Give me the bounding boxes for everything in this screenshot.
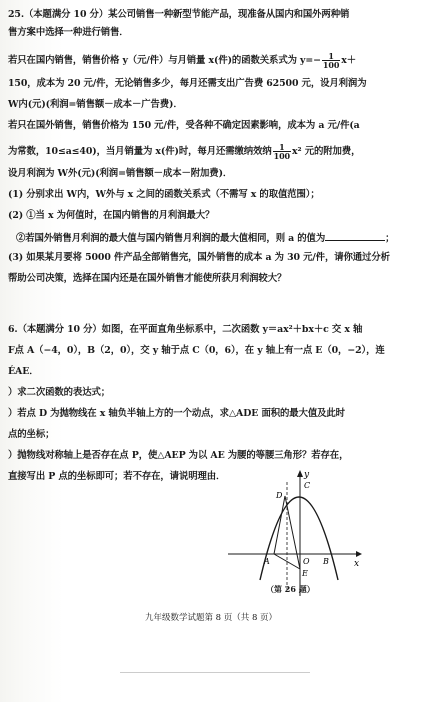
point-C-label: C xyxy=(304,481,311,490)
q25-line-10: (2) ①当 x 为何值时，在国内销售的月利润最大？ xyxy=(8,210,215,221)
q25-line-11 xyxy=(16,231,422,245)
parabola-figure xyxy=(226,468,366,600)
q25-line-1: 25.（本题满分 10 分）某公司销售一种新型节能产品，现准备从国内和国外两种销 xyxy=(8,9,350,20)
q25-line-9: (1) 分别求出 W内，W外与 x 之间的函数关系式（不需写 x 的取值范围）； xyxy=(8,189,320,200)
x-axis-arrow xyxy=(356,551,362,557)
bottom-divider xyxy=(120,672,310,673)
segment-AE xyxy=(274,554,300,569)
point-B-label: B xyxy=(323,557,329,566)
q26-line-5: ）若点 D 为抛物线在 x 轴负半轴上方的一个动点，求△ADE 面积的最大值及此时 xyxy=(8,408,345,419)
q25-line-7 xyxy=(8,143,418,160)
y-axis-arrow xyxy=(297,470,303,477)
q25-line-7-text-a: 为常数，10≤a≤40)，当月销量为 x(件)时，每月还需缴纳效纳 xyxy=(8,146,272,157)
q25-line-2: 售方案中选择一种进行销售． xyxy=(8,27,129,38)
q26-line-1: 6.（本题满分 10 分）如图，在平面直角坐标系中，二次函数 y＝ax²＋bx＋c 交 x 轴 xyxy=(8,324,363,335)
page-footer: 九年级数学试题第 8 页（共 8 页） xyxy=(144,613,278,623)
q26-line-7: ）抛物线对称轴上是否存在点 P，使△AEP 为以 AE 为腰的等腰三角形？若存在， xyxy=(8,450,349,461)
fraction-denominator: 100 xyxy=(273,151,291,161)
q25-line-7-text-b: x² 元的附加费， xyxy=(292,146,361,157)
q25-line-11-text: ②若国外销售月利润的最大值与国内销售月利润的最大值相同，则 a 的值为 xyxy=(16,233,326,244)
fraction-1-over-100 xyxy=(273,143,291,160)
q26-line-3: ÉAE． xyxy=(8,366,39,377)
q25-line-4: 150，成本为 20 元/件，无论销售多少，每月还需支出广告费 62500 元，设月利润为 xyxy=(8,78,367,89)
q25-line-11-end: ； xyxy=(385,233,395,244)
origin-label: O xyxy=(303,557,310,566)
q26-line-2: F点 A（−4，0），B（2，0），交 y 轴于点 C（0，6），在 y 轴上有一点 E（0，−2），连 xyxy=(8,345,385,356)
fraction-numerator: 1 xyxy=(273,143,291,152)
q25-line-6: 若只在国外销售，销售价格为 150 元/件，受各种不确定因素影响，成本为 a 元/件(a xyxy=(8,120,360,131)
y-axis-label: y xyxy=(304,470,310,480)
q25-line-5: W内(元)(利润=销售额－成本－广告费)． xyxy=(8,99,183,110)
fraction-1-over-100 xyxy=(322,52,340,69)
point-E-label: E xyxy=(302,569,308,578)
q26-line-4: ）求二次函数的表达式； xyxy=(8,387,111,398)
parabola-curve xyxy=(260,497,338,580)
q26-line-8: 直接写出 P 点的坐标即可；若不存在，请说明理由． xyxy=(8,471,226,482)
figure-caption: （第 26 题） xyxy=(266,584,315,594)
q25-line-8: 设月利润为 W外(元)(利润=销售额－成本－附加费)． xyxy=(8,168,233,179)
q25-line-13: 帮助公司决策，选择在国内还是在国外销售才能使所获月利润较大？ xyxy=(8,273,287,284)
q25-line-3 xyxy=(8,52,418,69)
q25-line-3-text-a: 若只在国内销售，销售价格 y（元/件）与月销量 x(件)的函数关系式为 y=− xyxy=(8,55,321,66)
x-axis-label: x xyxy=(354,559,360,569)
q26-line-6: 点的坐标； xyxy=(8,429,55,440)
q25-line-12: (3) 如果某月要将 5000 件产品全部销售完，国外销售的成本 a 为 30 元/件，请你通过分析 xyxy=(8,252,390,263)
fraction-denominator: 100 xyxy=(322,60,340,70)
answer-blank[interactable] xyxy=(325,231,385,241)
fraction-numerator: 1 xyxy=(322,52,340,61)
coordinate-plane-svg xyxy=(226,468,366,600)
point-A-label: A xyxy=(264,557,270,566)
point-D-label: D xyxy=(276,491,283,500)
q25-line-3-text-b: x＋ xyxy=(341,55,357,66)
